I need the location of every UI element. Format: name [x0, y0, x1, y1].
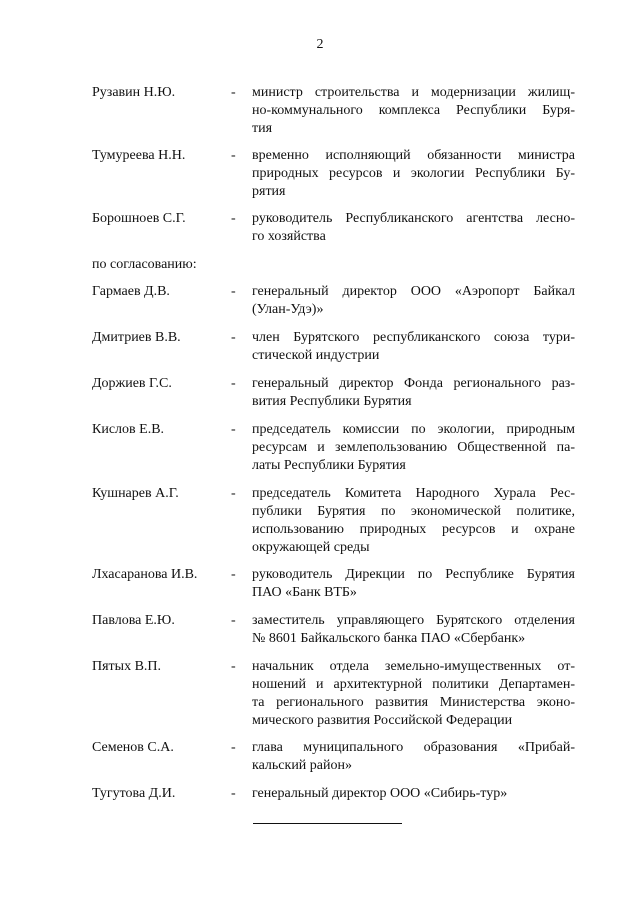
position-line: генеральный директор ООО «Аэропорт Байкал: [252, 284, 575, 299]
position-line: та регионального развития Министерства эконо-: [252, 695, 575, 710]
member-position: [252, 210, 575, 246]
position-line: ресурсам и землепользованию Общественной па-: [252, 440, 575, 455]
position-line: мического развития Российской Федерации: [252, 713, 513, 728]
member-name: Кислов Е.В.: [92, 422, 165, 437]
member-name: Дмитриев В.В.: [92, 330, 181, 345]
position-line: публики Бурятия по экономической политике,: [252, 504, 575, 519]
member-position: [252, 485, 575, 557]
position-line: глава муниципального образования «Прибай-: [252, 740, 575, 755]
position-line: генеральный директор ООО «Сибирь-тур»: [252, 786, 508, 801]
dash-separator: -: [231, 567, 236, 582]
dash-separator: -: [231, 659, 236, 674]
member-position: [252, 566, 575, 602]
member-position: [252, 785, 575, 803]
position-line: председатель Комитета Народного Хурала Рес-: [252, 486, 575, 501]
dash-separator: -: [231, 211, 236, 226]
dash-separator: -: [231, 85, 236, 100]
page-number: 2: [316, 37, 324, 52]
dash-separator: -: [231, 330, 236, 345]
member-name: Рузавин Н.Ю.: [92, 85, 176, 100]
member-name: Павлова Е.Ю.: [92, 613, 175, 628]
position-line: министр строительства и модернизации жилищ-: [252, 85, 575, 100]
position-line: природных ресурсов и экологии Республики Бу-: [252, 166, 575, 181]
member-position: [252, 84, 575, 138]
position-line: заместитель управляющего Бурятского отделения: [252, 613, 575, 628]
position-line: вития Республики Бурятия: [252, 394, 412, 409]
position-line: генеральный директор Фонда регионального раз-: [252, 376, 575, 391]
dash-separator: -: [231, 486, 236, 501]
member-name: Семенов С.А.: [92, 740, 174, 755]
position-line: рятия: [252, 184, 286, 199]
member-name: Пятых В.П.: [92, 659, 162, 674]
position-line: член Бурятского республиканского союза тури-: [252, 330, 575, 345]
position-line: руководитель Дирекции по Республике Бурятия: [252, 567, 575, 582]
member-position: [252, 147, 575, 201]
member-position: [252, 283, 575, 319]
position-line: тия: [252, 121, 273, 136]
position-line: использованию природных ресурсов и охране: [252, 522, 575, 537]
position-line: ношений и архитектурной политики Департамен-: [252, 677, 575, 692]
dash-separator: -: [231, 786, 236, 801]
member-position: [252, 739, 575, 775]
dash-separator: -: [231, 376, 236, 391]
position-line: ПАО «Банк ВТБ»: [252, 585, 357, 600]
member-name: Кушнарев А.Г.: [92, 486, 179, 501]
member-name: Доржиев Г.С.: [92, 376, 172, 391]
dash-separator: -: [231, 422, 236, 437]
position-line: кальский район»: [252, 758, 352, 773]
position-line: но-коммунального комплекса Республики Буря-: [252, 103, 575, 118]
member-position: [252, 658, 575, 730]
end-separator-line: [253, 823, 402, 824]
position-line: го хозяйства: [252, 229, 326, 244]
dash-separator: -: [231, 148, 236, 163]
member-position: [252, 375, 575, 411]
position-line: руководитель Республиканского агентства лесно-: [252, 211, 575, 226]
member-position: [252, 329, 575, 365]
member-name: Тумуреева Н.Н.: [92, 148, 186, 163]
dash-separator: -: [231, 740, 236, 755]
member-name: Гармаев Д.В.: [92, 284, 170, 299]
section-label-agreement: по согласованию:: [92, 257, 197, 272]
member-name: Борошноев С.Г.: [92, 211, 186, 226]
member-position: [252, 612, 575, 648]
position-line: начальник отдела земельно-имущественных от-: [252, 659, 575, 674]
position-line: окружающей среды: [252, 540, 370, 555]
position-line: стической индустрии: [252, 348, 380, 363]
position-line: председатель комиссии по экологии, природным: [252, 422, 575, 437]
dash-separator: -: [231, 613, 236, 628]
position-line: латы Республики Бурятия: [252, 458, 406, 473]
position-line: временно исполняющий обязанности министра: [252, 148, 575, 163]
position-line: (Улан-Удэ)»: [252, 302, 324, 317]
dash-separator: -: [231, 284, 236, 299]
member-position: [252, 421, 575, 475]
member-name: Лхасаранова И.В.: [92, 567, 198, 582]
position-line: № 8601 Байкальского банка ПАО «Сбербанк»: [252, 631, 526, 646]
member-name: Тугутова Д.И.: [92, 786, 176, 801]
